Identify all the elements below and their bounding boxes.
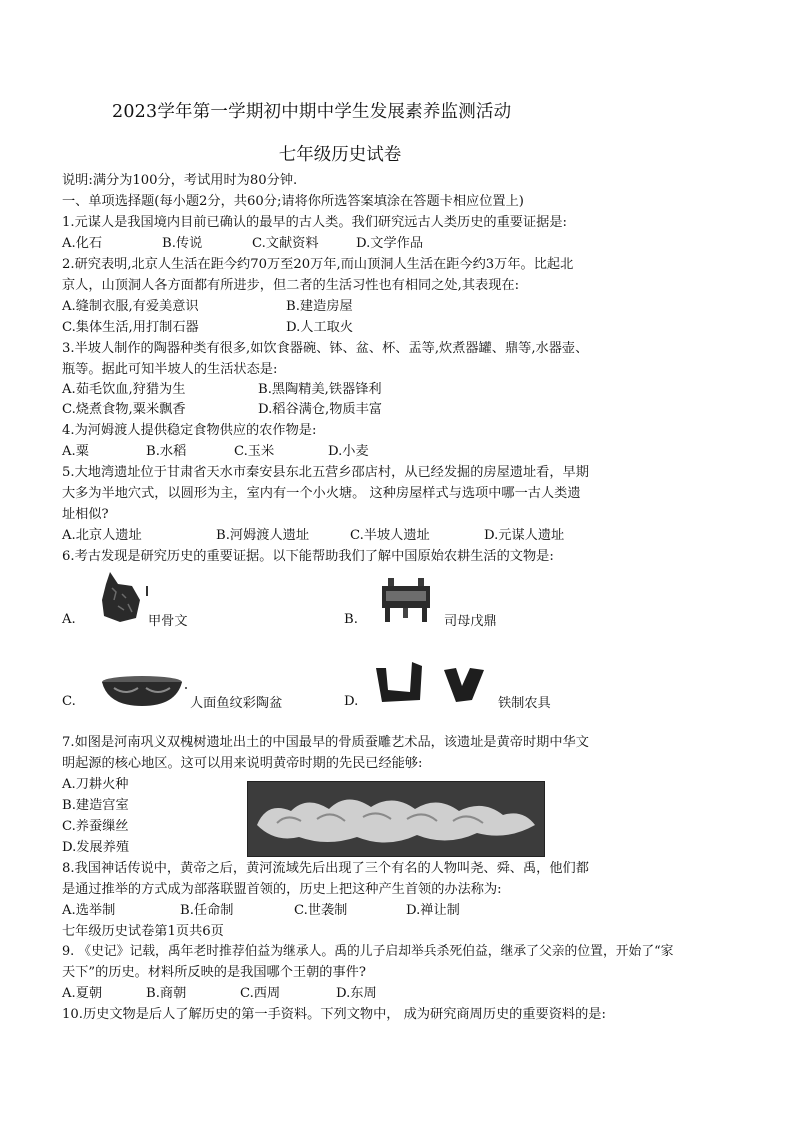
oracle-bone-image xyxy=(96,570,152,626)
section-heading: 一、单项选择题(每小题2分，共60分;请将你所选答案填涂在答题卡相应位置上) xyxy=(62,194,524,209)
q8-option-a: A.选举制 xyxy=(62,903,116,918)
q4-option-d: D.小麦 xyxy=(328,444,369,459)
q3-option-a: A.茹毛饮血,狩猎为生 xyxy=(62,382,186,397)
exam-subtitle: 七年级历史试卷 xyxy=(278,145,402,165)
q9-option-b: B.商朝 xyxy=(146,986,187,1001)
q5-stem-1: 5.大地湾遗址位于甘肃省天水市秦安县东北五营乡邵店村，从已经发掘的房屋遗址看，早期 xyxy=(62,465,589,480)
q6-option-d-letter: D. xyxy=(344,694,359,709)
q9-stem-2: 天下”的历史。材料所反映的是我国哪个王朝的事件? xyxy=(62,965,366,980)
q3-option-c: C.烧煮食物,粟米飘香 xyxy=(62,402,186,417)
q6-option-c-caption: 人面鱼纹彩陶盆 xyxy=(190,696,283,711)
q9-stem-1: 9. 《史记》记载，禹年老时推荐伯益为继承人。禹的儿子启却举兵杀死伯益，继承了父亲的位置，开始了“家 xyxy=(62,944,674,959)
bone-silkworm-carving-image xyxy=(247,781,545,857)
iron-tools-image xyxy=(372,660,494,706)
q1-option-a: A.化石 xyxy=(62,236,103,251)
q8-stem-1: 8.我国神话传说中，黄帝之后，黄河流域先后出现了三个有名的人物叫尧、舜、禹，他们都 xyxy=(62,861,589,876)
q1-option-b: B.传说 xyxy=(162,236,203,251)
q3-stem-1: 3.半坡人制作的陶器种类有很多,如饮食器碗、钵、盆、杯、盂等,炊煮器罐、鼎等,水器壶、 xyxy=(62,341,589,356)
q2-stem-2: 京人，山顶洞人各方面都有所进步，但二者的生活习性也有相同之处,其表现在: xyxy=(62,278,520,293)
q2-option-b: B.建造房屋 xyxy=(286,299,353,314)
q3-option-d: D.稻谷满仓,物质丰富 xyxy=(258,402,382,417)
q6-option-a-letter: A. xyxy=(62,612,76,627)
q8-option-c: C.世袭制 xyxy=(294,903,348,918)
exam-title: 2023学年第一学期初中期中学生发展素养监测活动 xyxy=(112,102,512,122)
q1-stem: 1.元谋人是我国境内目前已确认的最早的古人类。我们研究远古人类历史的重要证据是: xyxy=(62,215,567,230)
q7-option-c: C.养蚕缫丝 xyxy=(62,819,129,834)
q6-option-a-caption: 甲骨文 xyxy=(148,614,188,629)
page-footer: 七年级历史试卷第1页共6页 xyxy=(62,924,224,939)
q7-stem-1: 7.如图是河南巩义双槐树遗址出土的中国最早的骨质蚕雕艺术品，该遗址是黄帝时期中华文 xyxy=(62,735,589,750)
q3-option-b: B.黑陶精美,铁器锋利 xyxy=(258,382,382,397)
q5-stem-3: 址相似? xyxy=(62,507,109,522)
q4-option-c: C.玉米 xyxy=(234,444,275,459)
q7-option-b: B.建造宫室 xyxy=(62,798,129,813)
q9-option-d: D.东周 xyxy=(336,986,377,1001)
q5-option-d: D.元谋人遗址 xyxy=(484,528,565,543)
q5-option-b: B.河姆渡人遗址 xyxy=(216,528,310,543)
q1-option-d: D.文学作品 xyxy=(356,236,424,251)
q8-stem-2: 是通过推举的方式成为部落联盟首领的，历史上把这种产生首领的办法称为: xyxy=(62,882,502,897)
q6-option-d-caption: 铁制农具 xyxy=(498,696,551,711)
q8-option-b: B.任命制 xyxy=(180,903,234,918)
q4-stem: 4.为河姆渡人提供稳定食物供应的农作物是: xyxy=(62,423,317,438)
q2-option-c: C.集体生活,用打制石器 xyxy=(62,320,199,335)
q5-stem-2: 大多为半地穴式，以圆形为主，室内有一个小火塘。 这种房屋样式与选项中哪一古人类遗 xyxy=(62,486,581,501)
q6-option-b-letter: B. xyxy=(344,612,358,627)
q2-stem-1: 2.研究表明,北京人生活在距今约70万至20万年,而山顶洞人生活在距今约3万年。比起北 xyxy=(62,257,574,272)
q7-stem-2: 明起源的核心地区。这可以用来说明黄帝时期的先民已经能够: xyxy=(62,756,423,771)
q7-option-d: D.发展养殖 xyxy=(62,840,130,855)
q9-option-a: A.夏朝 xyxy=(62,986,103,1001)
q9-option-c: C.西周 xyxy=(240,986,281,1001)
q4-option-b: B.水稻 xyxy=(146,444,187,459)
q5-option-a: A.北京人遗址 xyxy=(62,528,142,543)
q2-option-a: A.缝制衣服,有爱美意识 xyxy=(62,299,199,314)
q1-option-c: C.文献资料 xyxy=(252,236,319,251)
painted-pottery-basin-image xyxy=(100,674,188,708)
q3-stem-2: 瓶等。据此可知半坡人的生活状态是: xyxy=(62,362,278,377)
q5-option-c: C.半坡人遗址 xyxy=(350,528,430,543)
q6-option-c-letter: C. xyxy=(62,694,76,709)
q6-option-b-caption: 司母戊鼎 xyxy=(444,614,497,629)
instructions: 说明:满分为100分，考试用时为80分钟. xyxy=(62,173,298,188)
q10-stem: 10.历史文物是后人了解历史的第一手资料。下列文物中， 成为研究商周历史的重要资料的是: xyxy=(62,1007,606,1022)
q2-option-d: D.人工取火 xyxy=(286,320,354,335)
bronze-ding-image xyxy=(378,578,434,624)
q8-option-d: D.禅让制 xyxy=(406,903,460,918)
q4-option-a: A.粟 xyxy=(62,444,89,459)
q6-stem: 6.考古发现是研究历史的重要证据。以下能帮助我们了解中国原始农耕生活的文物是: xyxy=(62,549,554,564)
q7-option-a: A.刀耕火种 xyxy=(62,777,129,792)
